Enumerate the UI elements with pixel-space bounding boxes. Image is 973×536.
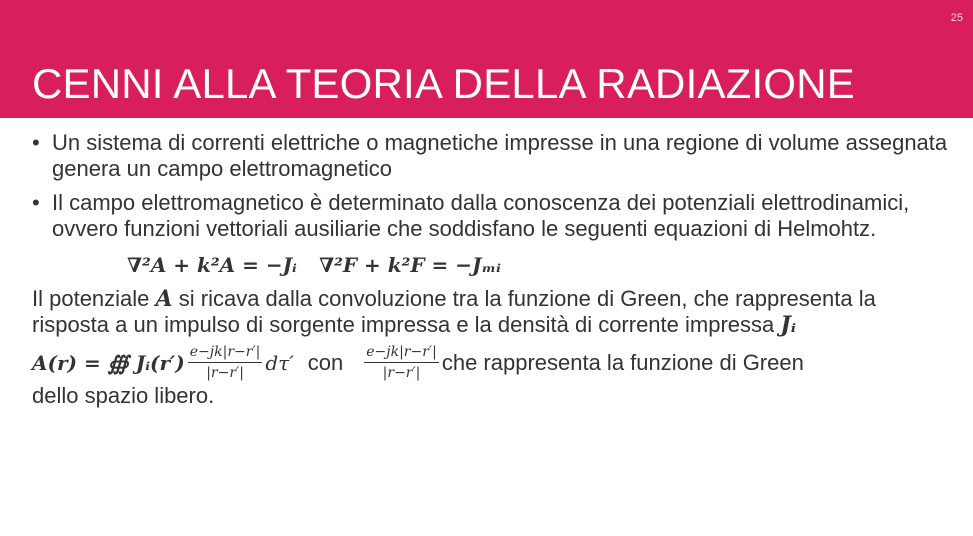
title-banner <box>0 0 973 118</box>
convolution-lhs: A(r) = ∰ Jᵢ(r′) <box>32 350 185 375</box>
bullet-dot: • <box>32 130 40 155</box>
bullet-text: Un sistema di correnti elettriche o magnetiche impresse in una regione di volume assegnata genera un campo elettromagnetico <box>52 130 948 181</box>
green-denominator: |r−r′| <box>382 365 421 381</box>
kernel-denominator: |r−r′| <box>206 365 244 381</box>
symbol-a: A <box>155 286 173 312</box>
differential: dτ′ <box>265 350 294 375</box>
potential-paragraph <box>32 286 952 338</box>
slide-title: CENNI ALLA TEORIA DELLA RADIAZIONE <box>32 60 855 107</box>
bullet-text: Il campo elettromagnetico è determinato dalla conoscenza dei potenziali elettrodinamici, ovvero funzioni vettoriali ausiliarie che soddisfano le seguenti equazioni di Helmohtz. <box>52 190 910 241</box>
con-word: con <box>307 349 344 375</box>
slide-number: 25 <box>950 12 963 24</box>
kernel-numerator: e−jk|r−r′| <box>188 344 263 363</box>
green-description: che rappresenta la funzione di Green <box>441 349 804 375</box>
bullet-dot: • <box>32 190 40 215</box>
bullet-item <box>32 130 952 182</box>
helmholtz-equation-f: ∇²F + k²F = −Jₘᵢ <box>319 253 501 277</box>
helmholtz-equation-a: ∇²A + k²A = −Jᵢ <box>127 253 297 277</box>
bullet-item <box>32 190 952 242</box>
slide-content <box>32 130 952 409</box>
paragraph-text-1: Il potenziale <box>32 286 150 311</box>
symbol-j: Jᵢ <box>780 312 797 338</box>
paragraph-text-2: si ricava dalla convoluzione tra la funzione di Green, che rappresenta la risposta a un impulso di sorgente impressa e la densità di corrente impressa <box>32 286 876 337</box>
green-numerator: e−jk|r−r′| <box>364 344 439 363</box>
continuation-text: dello spazio libero. <box>32 383 215 408</box>
convolution-equation <box>32 344 952 381</box>
green-function-fraction <box>364 344 439 381</box>
helmholtz-equations <box>127 250 952 280</box>
kernel-fraction <box>188 344 263 381</box>
